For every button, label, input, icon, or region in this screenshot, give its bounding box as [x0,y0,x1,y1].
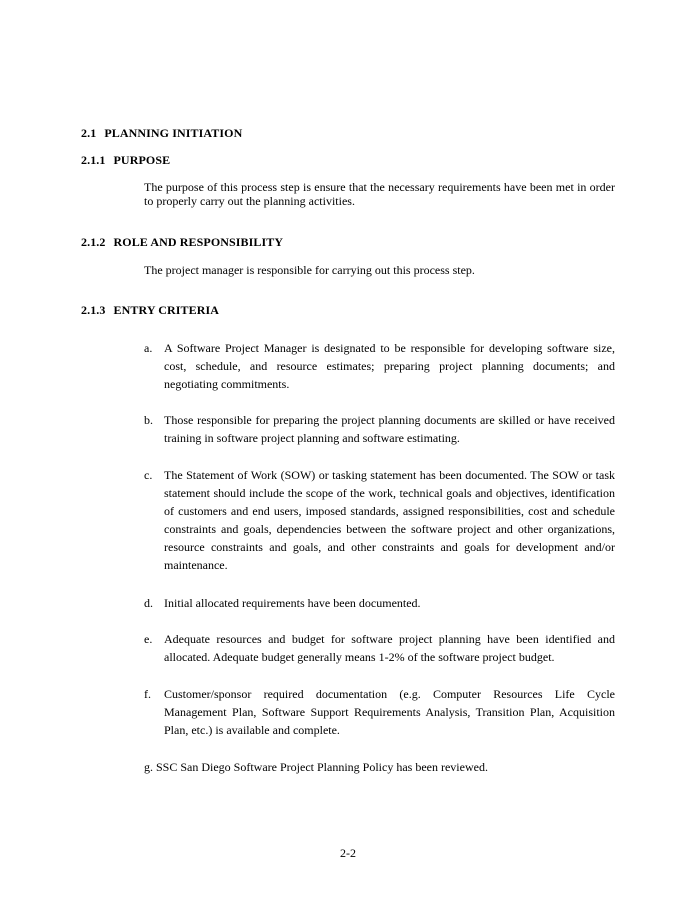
item-text: Initial allocated requirements have been documented. [164,596,421,610]
section-heading-2-1-3 [81,303,219,318]
page-number: 2-2 [340,846,356,860]
criteria-item-f [144,685,615,739]
section-number: 2.1.3 [81,303,106,317]
criteria-item-g [144,758,488,776]
item-text: Adequate resources and budget for software project planning have been identified and allocated. Adequate budget generally means 1-2% of the software project budget. [164,632,615,664]
section-heading-2-1 [81,126,242,141]
criteria-item-b [144,411,615,447]
section-title: PLANNING INITIATION [104,126,243,140]
item-marker: g. [144,760,153,774]
section-title: PURPOSE [113,153,171,167]
item-text: Customer/sponsor required documentation (e.g. Computer Resources Life Cycle Management Plan, Software Support Requirements Analysis, Transition Plan, Acquisition Plan, etc.) is available and complete. [164,687,615,737]
criteria-item-a [144,339,615,393]
item-text: The Statement of Work (SOW) or tasking statement has been documented. The SOW or task statement should include the scope of the work, technical goals and objectives, identification of customers and end users, imposed standards, assigned responsibilities, cost and schedule constraints and goals, dependencies between the software project and other organizations, resource constraints and goals, and other constraints and goals for development and/or maintenance. [164,468,615,572]
item-text: Those responsible for preparing the project planning documents are skilled or have received training in software project planning and software estimating. [164,413,615,445]
section-number: 2.1 [81,126,97,140]
item-text: A Software Project Manager is designated to be responsible for developing software size, cost, schedule, and resource estimates; preparing project planning documents; and negotiating commitments. [164,341,615,391]
item-marker: a. [144,341,153,355]
role-paragraph: The project manager is responsible for carrying out this process step. [144,263,475,277]
section-heading-2-1-1 [81,153,170,168]
section-title: ENTRY CRITERIA [113,303,220,317]
item-text: SSC San Diego Software Project Planning Policy has been reviewed. [156,760,488,774]
purpose-paragraph: The purpose of this process step is ensure that the necessary requirements have been met in order to properly carry out the planning activities. [144,180,615,208]
item-marker: d. [144,596,153,610]
section-title: ROLE AND RESPONSIBILITY [113,235,284,249]
criteria-item-d [144,594,615,612]
item-marker: c. [144,468,153,482]
section-number: 2.1.1 [81,153,106,167]
section-number: 2.1.2 [81,235,106,249]
section-heading-2-1-2 [81,235,283,250]
item-marker: e. [144,632,153,646]
item-marker: f. [144,687,151,701]
item-marker: b. [144,413,153,427]
criteria-item-e [144,630,615,666]
criteria-item-c [144,466,615,574]
